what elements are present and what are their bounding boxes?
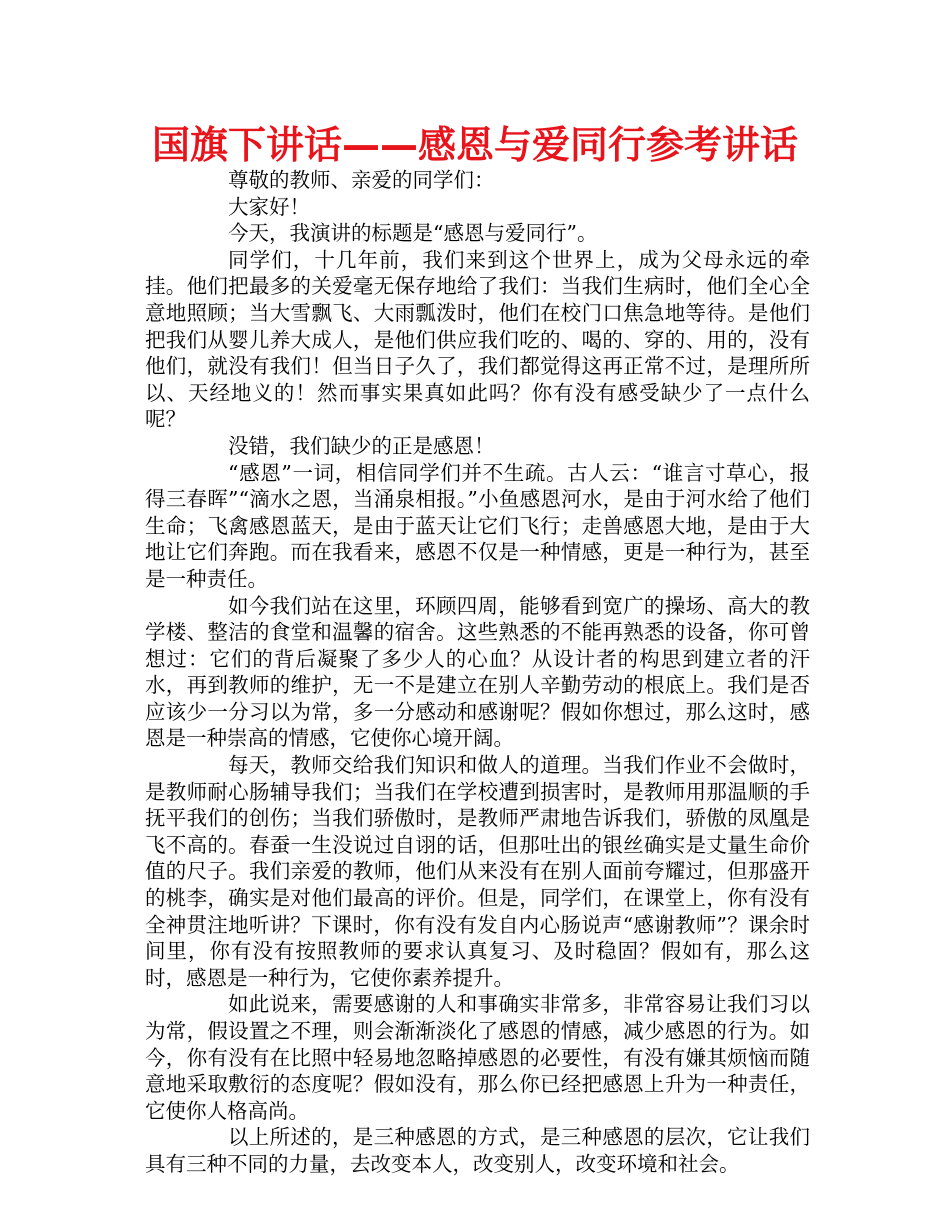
body-paragraph: 如此说来，需要感谢的人和事确实非常多，非常容易让我们习以为常，假设置之不理，则会渐渐淡化了感恩的情感，减少感恩的行为。如今，你有没有在比照中轻易地忽略掉感恩的必要性，有没有嫌其烦恼而随意地采取敷衍的态度呢？假如没有，那么你已经把感恩上升为一种责任，它使你人格高尚。 bbox=[145, 992, 810, 1123]
body-paragraph: 没错，我们缺少的正是感恩！ bbox=[228, 433, 495, 458]
body-paragraph: 如今我们站在这里，环顾四周，能够看到宽广的操场、高大的教学楼、整洁的食堂和温馨的宿舍。这些熟悉的不能再熟悉的设备，你可曾想过：它们的背后凝聚了多少人的心血？从设计者的构思到建立者的汗水，再到教师的维护，无一不是建立在别人辛勤劳动的根底上。我们是否应该少一分习以为常，多一分感动和感谢呢？假如你想过，那么这时，感恩是一种崇高的情感，它使你心境开阔。 bbox=[145, 593, 810, 751]
document-title: 国旗下讲话——感恩与爱同行参考讲话 bbox=[151, 123, 798, 167]
topic-paragraph: 今天，我演讲的标题是“感恩与爱同行”。 bbox=[228, 221, 598, 246]
document-body bbox=[145, 167, 810, 1178]
greeting-paragraph: 大家好！ bbox=[228, 194, 310, 219]
body-paragraph: 同学们，十几年前，我们来到这个世界上，成为父母永远的牵挂。他们把最多的关爱毫无保存地给了我们：当我们生病时，他们全心全意地照顾；当大雪飘飞、大雨瓢泼时，他们在校门口焦急地等待。是他们把我们从婴儿养大成人，是他们供应我们吃的、喝的、穿的、用的，没有他们，就没有我们！但当日子久了，我们都觉得这再正常不过，是理所所以、天经地义的！然而事实果真如此吗？你有没有感受缺少了一点什么呢？ bbox=[145, 247, 810, 432]
closing-paragraph: 以上所述的，是三种感恩的方式，是三种感恩的层次，它让我们具有三种不同的力量，去改变本人，改变别人，改变环境和社会。 bbox=[145, 1125, 810, 1176]
salutation-paragraph: 尊敬的教师、亲爱的同学们： bbox=[228, 168, 495, 192]
body-paragraph: “感恩”一词，相信同学们并不生疏。古人云：“谁言寸草心，报得三春晖”“滴水之恩，当涌泉相报。”小鱼感恩河水，是由于河水给了他们生命；飞禽感恩蓝天，是由于蓝天让它们飞行；走兽感恩大地，是由于大地让它们奔跑。而在我看来，感恩不仅是一种情感，更是一种行为，甚至是一种责任。 bbox=[145, 460, 810, 591]
body-paragraph: 每天，教师交给我们知识和做人的道理。当我们作业不会做时，是教师耐心肠辅导我们；当我们在学校遭到损害时，是教师用那温顺的手抚平我们的创伤；当我们骄傲时，是教师严肃地告诉我们，骄傲的凤凰是飞不高的。春蚕一生没说过自诩的话，但那吐出的银丝确实是丈量生命价值的尺子。我们亲爱的教师，他们从来没有在别人面前夸耀过，但那盛开的桃李，确实是对他们最高的评价。但是，同学们，在课堂上，你有没有全神贯注地听讲？下课时，你有没有发自内心肠说声“感谢教师”？课余时间里，你有没有按照教师的要求认真复习、及时稳固？假如有，那么这时，感恩是一种行为，它使你素养提升。 bbox=[145, 753, 810, 990]
